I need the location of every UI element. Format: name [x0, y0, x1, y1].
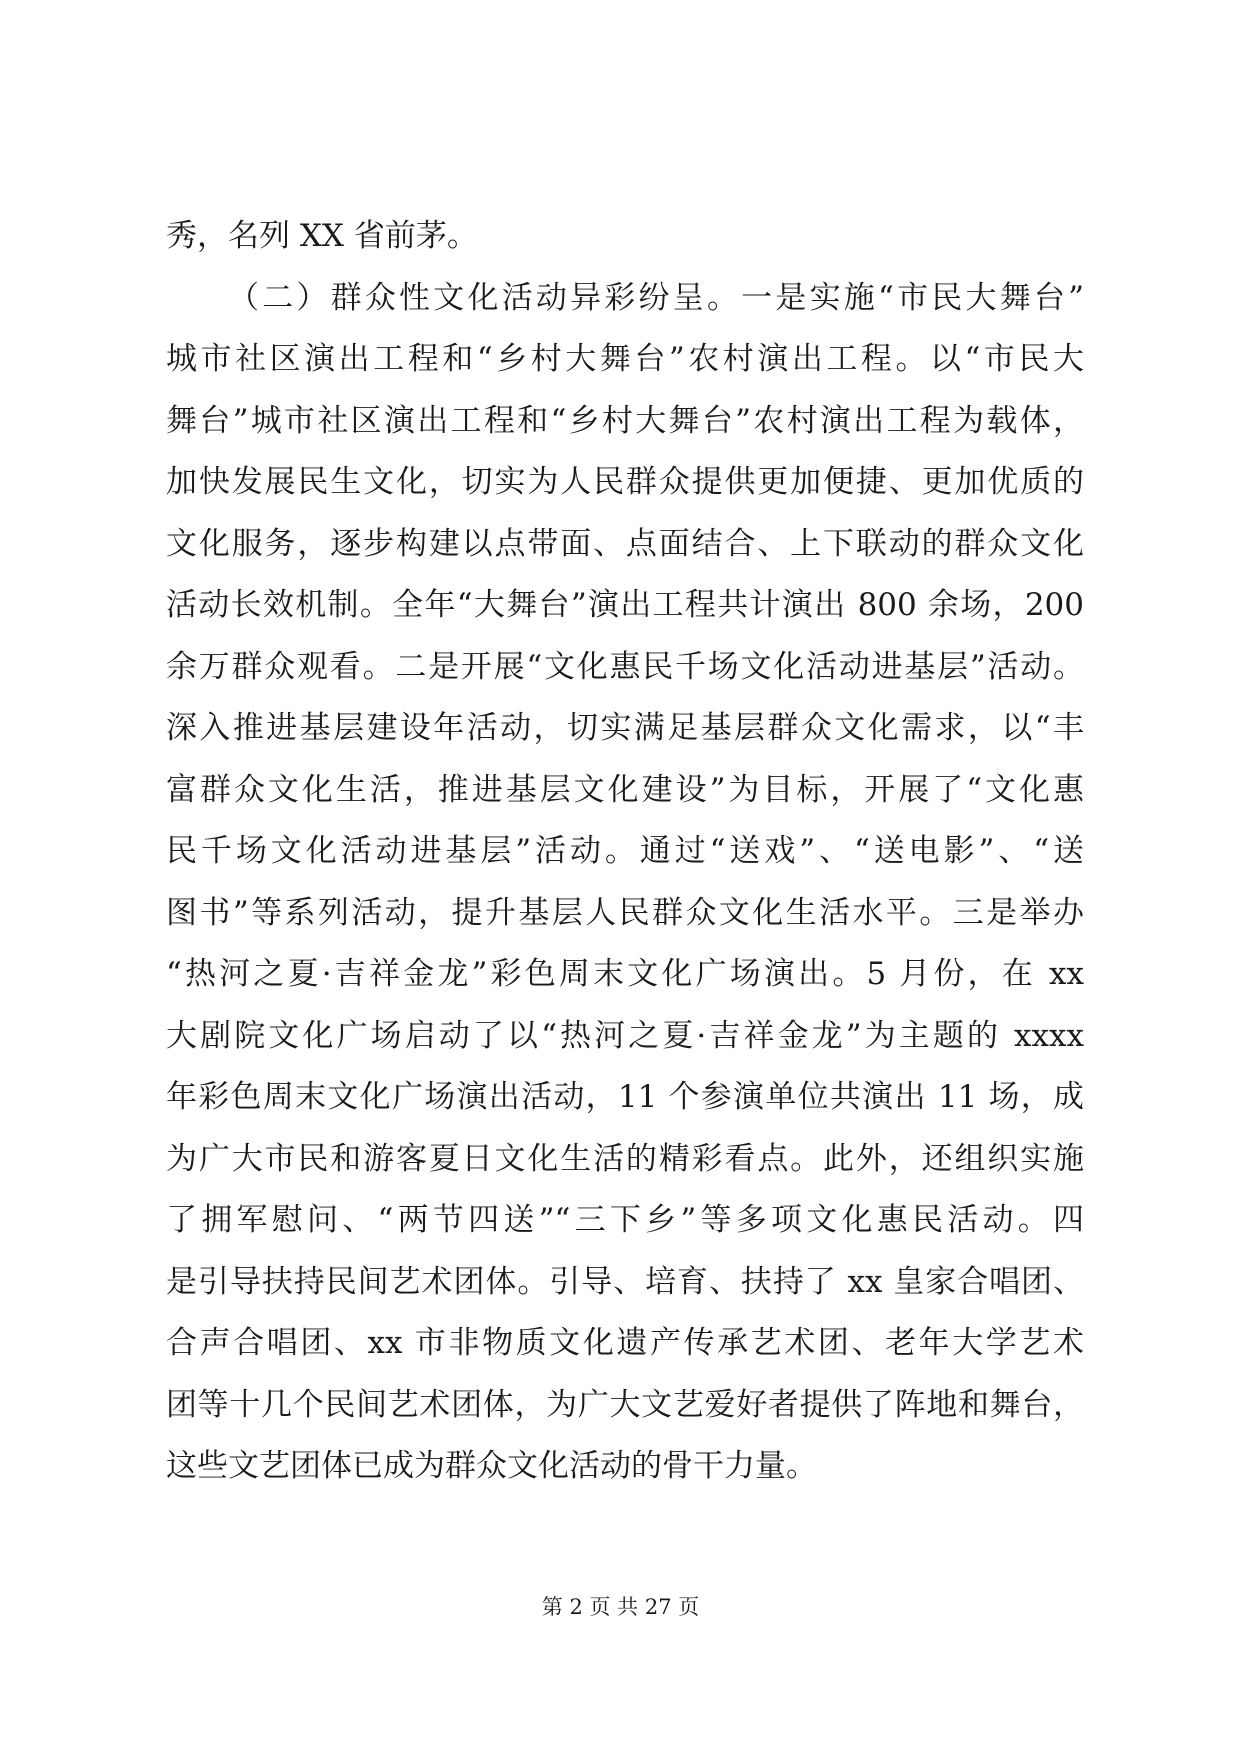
text-line: 大剧院文化广场启动了以“热河之夏·吉祥金龙”为主题的 xxxx: [166, 1017, 1084, 1054]
text-line: 秀，名列 XX 省前茅。: [166, 218, 478, 254]
text-line: 文化服务，逐步构建以点带面、点面结合、上下联动的群众文化: [166, 525, 1084, 562]
text-line: 团等十几个民间艺术团体，为广大文艺爱好者提供了阵地和舞台，: [166, 1386, 1084, 1423]
text-line: 是引导扶持民间艺术团体。引导、培育、扶持了 xx 皇家合唱团、: [166, 1263, 1084, 1300]
text-line: 为广大市民和游客夏日文化生活的精彩看点。此外，还组织实施: [166, 1140, 1084, 1177]
text-line: 富群众文化生活，推进基层文化建设”为目标，开展了“文化惠: [166, 771, 1084, 808]
text-line: “热河之夏·吉祥金龙”彩色周末文化广场演出。5 月份，在 xx: [166, 956, 1084, 992]
text-line: 合声合唱团、xx 市非物质文化遗产传承艺术团、老年大学艺术: [166, 1325, 1084, 1361]
text-line: 深入推进基层建设年活动，切实满足基层群众文化需求，以“丰: [166, 710, 1084, 746]
text-line: 余万群众观看。二是开展“文化惠民千场文化活动进基层”活动。: [166, 648, 1084, 685]
text-line: 了拥军慰问、“两节四送”“三下乡”等多项文化惠民活动。四: [166, 1202, 1084, 1238]
text-line: 加快发展民生文化，切实为人民群众提供更加便捷、更加优质的: [166, 464, 1084, 500]
text-line: 图书”等系列活动，提升基层人民群众文化生活水平。三是举办: [166, 894, 1084, 931]
text-line: 舞台”城市社区演出工程和“乡村大舞台”农村演出工程为载体，: [166, 402, 1084, 439]
text-line: 年彩色周末文化广场演出活动，11 个参演单位共演出 11 场，成: [166, 1079, 1084, 1115]
text-line: 民千场文化活动进基层”活动。通过“送戏”、“送电影”、“送: [166, 833, 1084, 869]
text-line: 活动长效机制。全年“大舞台”演出工程共计演出 800 余场，200: [166, 587, 1084, 623]
paragraph-first-line: （二）群众性文化活动异彩纷呈。一是实施“市民大舞台”: [228, 279, 1084, 316]
text-line: 城市社区演出工程和“乡村大舞台”农村演出工程。以“市民大: [166, 341, 1084, 377]
body-text: [166, 206, 1084, 1498]
page-footer: 第 2 页 共 27 页: [541, 1595, 700, 1619]
text-line: 这些文艺团体已成为群众文化活动的骨干力量。: [166, 1448, 817, 1484]
